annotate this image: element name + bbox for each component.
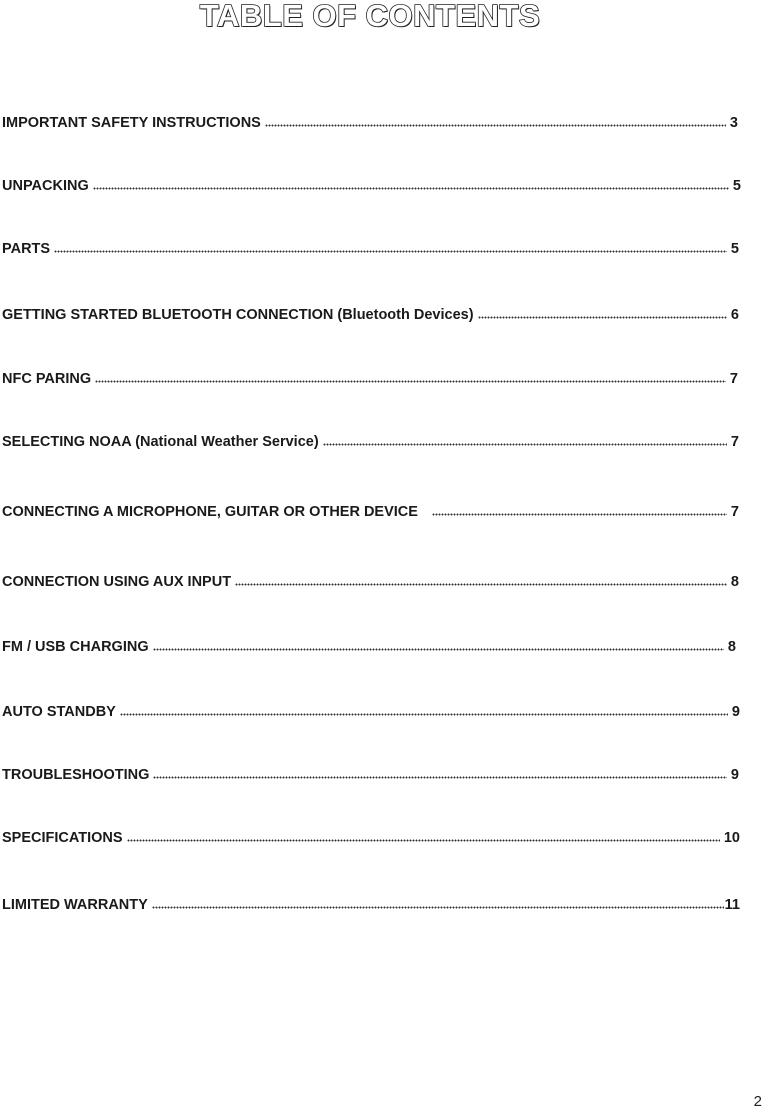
dot-leader [235, 583, 727, 586]
toc-entry-label: FM / USB CHARGING [2, 639, 149, 655]
toc-entry-auto-standby [2, 703, 740, 721]
toc-entry-label: UNPACKING [2, 178, 89, 194]
toc-entry-page: 7 [730, 504, 739, 520]
toc-entry-fm-usb-charging [2, 638, 736, 656]
toc-entry-label: CONNECTION USING AUX INPUT [2, 574, 232, 590]
dot-leader [54, 250, 727, 253]
dot-leader [323, 443, 727, 446]
dot-leader [432, 513, 727, 516]
toc-entry-label: TROUBLESHOOTING [2, 767, 150, 783]
toc-entry-page: 7 [729, 371, 738, 387]
dot-leader [153, 776, 727, 779]
toc-entry-page: 6 [730, 307, 739, 323]
toc-entry-page: 8 [727, 639, 736, 655]
toc-entry-label: NFC PARING [2, 371, 92, 387]
toc-entry-label: AUTO STANDBY [2, 704, 116, 720]
toc-entry-limited-warranty [2, 896, 740, 914]
toc-entry-page: 5 [730, 241, 739, 257]
toc-entry-specifications [2, 829, 740, 847]
dot-leader [127, 839, 720, 842]
dot-leader [265, 124, 726, 127]
toc-entry-page: 10 [723, 830, 740, 846]
dot-leader [120, 713, 728, 716]
page-title: TABLE OF CONTENTS [199, 0, 541, 33]
toc-entry-page: 8 [730, 574, 739, 590]
page-number: 2 [753, 1093, 762, 1110]
toc-entry-nfc-paring [2, 370, 738, 388]
toc-entry-connecting-microphone [2, 503, 739, 521]
dot-leader [153, 648, 724, 651]
toc-entry-label: LIMITED WARRANTY [2, 897, 148, 913]
toc-entry-page: 3 [729, 115, 738, 131]
dot-leader [93, 187, 729, 190]
toc-entry-label: CONNECTING A MICROPHONE, GUITAR OR OTHER DEVICE [2, 504, 418, 520]
toc-entry-page: 5 [732, 178, 741, 194]
toc-entry-label: GETTING STARTED BLUETOOTH CONNECTION (Bluetooth Devices) [2, 307, 474, 323]
toc-entry-troubleshooting [2, 766, 739, 784]
toc-entry-page: 9 [730, 767, 739, 783]
toc-entry-parts [2, 240, 739, 258]
toc-entry-label: SELECTING NOAA (National Weather Service) [2, 434, 319, 450]
toc-entry-selecting-noaa [2, 433, 739, 451]
dot-leader [152, 906, 724, 909]
toc-entry-label: SPECIFICATIONS [2, 830, 123, 846]
toc-entry-getting-started-bluetooth [2, 306, 739, 324]
toc-entry-page: 9 [731, 704, 740, 720]
toc-entry-connection-aux-input [2, 573, 739, 591]
dot-leader [95, 380, 726, 383]
toc-entry-important-safety-instructions [2, 114, 738, 132]
dot-leader [478, 316, 727, 319]
toc-entry-page: 11 [724, 897, 740, 913]
toc-entry-page: 7 [730, 434, 739, 450]
toc-entry-label: IMPORTANT SAFETY INSTRUCTIONS [2, 115, 261, 131]
toc-entry-unpacking [2, 177, 741, 195]
toc-entry-label: PARTS [2, 241, 51, 257]
